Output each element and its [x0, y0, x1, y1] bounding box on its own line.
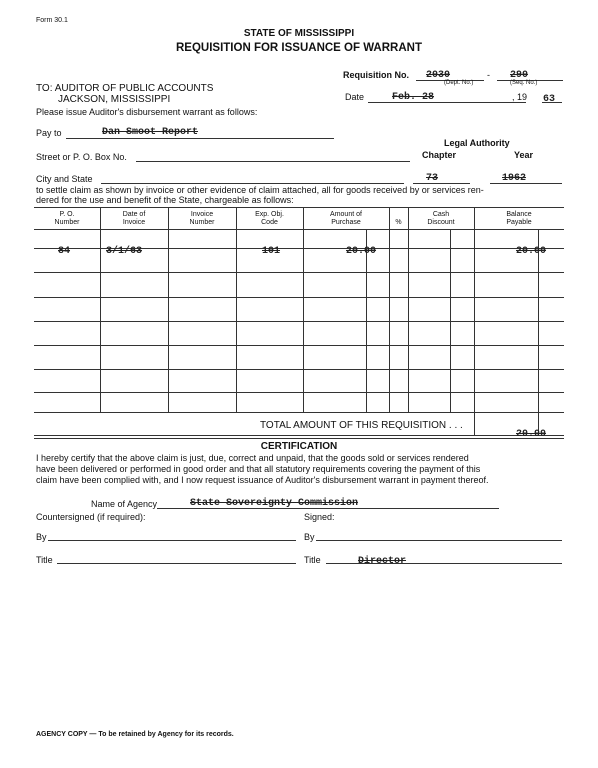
by-label-left: By: [36, 532, 47, 542]
year-col-label: Year: [514, 150, 534, 160]
pay-to-line: [66, 138, 334, 139]
row-balance: 20.00: [516, 246, 547, 257]
to-auditor: TO: AUDITOR OF PUBLIC ACCOUNTS: [36, 83, 214, 94]
form-number: Form 30.1: [36, 17, 68, 24]
col-balance: Balance: [506, 211, 532, 218]
row-po: 84: [58, 246, 71, 257]
requisition-seq-value: 290: [510, 70, 529, 81]
title-label-left: Title: [36, 555, 53, 565]
signed-label: Signed:: [304, 512, 335, 522]
by-line-right: [316, 540, 562, 541]
col-amount: Amount of: [330, 211, 362, 218]
seq-caption: (Seq. No.): [510, 80, 538, 86]
year-value-2: 1962: [502, 173, 527, 184]
col-invoice: Invoice: [190, 211, 214, 218]
date-value: Feb. 28: [392, 92, 435, 103]
city-label: City and State: [36, 174, 93, 184]
street-line: [136, 161, 410, 162]
year-prefix: , 19: [512, 92, 528, 102]
footer-note: AGENCY COPY — To be retained by Agency for its records.: [36, 731, 234, 738]
to-city: JACKSON, MISSISSIPPI: [58, 94, 171, 105]
countersigned-label: Countersigned (if required):: [36, 512, 146, 522]
col-date: Date of: [122, 211, 146, 218]
title-value: Director: [358, 556, 407, 567]
col-po: P. O.: [59, 211, 75, 218]
col-exp: Exp. Obj.: [255, 211, 284, 218]
settle-text-1: to settle claim as shown by invoice or other evidence of claim attached, all for goods received by or services ren-: [36, 185, 484, 195]
row-amount: 20.00: [346, 246, 377, 257]
agency-value: State Sovereignty Commission: [190, 498, 359, 509]
chapter-label: Chapter: [422, 150, 457, 160]
row-exp: 101: [262, 246, 281, 257]
year-value: 63: [543, 94, 556, 105]
legal-authority-label: Legal Authority: [444, 138, 510, 148]
cert-line-1: I hereby certify that the above claim is just, due, correct and unpaid, that the goods sold or services rendered: [36, 453, 469, 463]
col-po-2: Number: [54, 219, 80, 226]
title-line-left: [57, 563, 296, 564]
city-line: [101, 183, 404, 184]
total-value: 20.00: [516, 429, 547, 440]
state-heading: STATE OF MISSISSIPPI: [243, 28, 355, 39]
date-label: Date: [345, 92, 365, 102]
col-invoice-2: Number: [189, 219, 215, 226]
pay-to-label: Pay to: [36, 128, 62, 138]
requisition-dept-value: 2030: [426, 70, 451, 81]
certification-title: CERTIFICATION: [260, 441, 338, 452]
chapter-value: 73: [426, 173, 439, 184]
street-label: Street or P. O. Box No.: [36, 152, 127, 162]
total-label: TOTAL AMOUNT OF THIS REQUISITION . . .: [260, 420, 463, 431]
cert-line-3: claim have been complied with, and I now request issuance of Auditor's disbursement warrant in payment thereof.: [36, 475, 489, 485]
col-cash: Cash: [432, 211, 450, 218]
please-issue-text: Please issue Auditor's disbursement warrant as follows:: [36, 107, 258, 117]
title-label-right: Title: [304, 555, 321, 565]
col-balance-2: Payable: [506, 219, 532, 226]
pay-to-value: Dan Smoot Report: [102, 127, 199, 138]
settle-text-2: dered for the use and benefit of the State, chargeable as follows:: [36, 195, 294, 205]
agency-label: Name of Agency: [91, 499, 158, 509]
row-date: 3/1/63: [106, 246, 143, 257]
col-exp-2: Code: [261, 219, 278, 226]
col-percent: %: [395, 219, 402, 226]
form-title: REQUISITION FOR ISSUANCE OF WARRANT: [176, 42, 422, 54]
cert-line-2: have been delivered or performed in good order and that all statutory requirements covering the payment of this: [36, 464, 481, 474]
col-date-2: Invoice: [122, 219, 146, 226]
col-cash-2: Discount: [427, 219, 455, 226]
by-label-right: By: [304, 532, 315, 542]
requisition-label: Requisition No.: [343, 70, 409, 80]
col-amount-2: Purchase: [331, 219, 361, 226]
by-line-left: [48, 540, 296, 541]
dept-caption: (Dept. No.): [444, 80, 474, 86]
